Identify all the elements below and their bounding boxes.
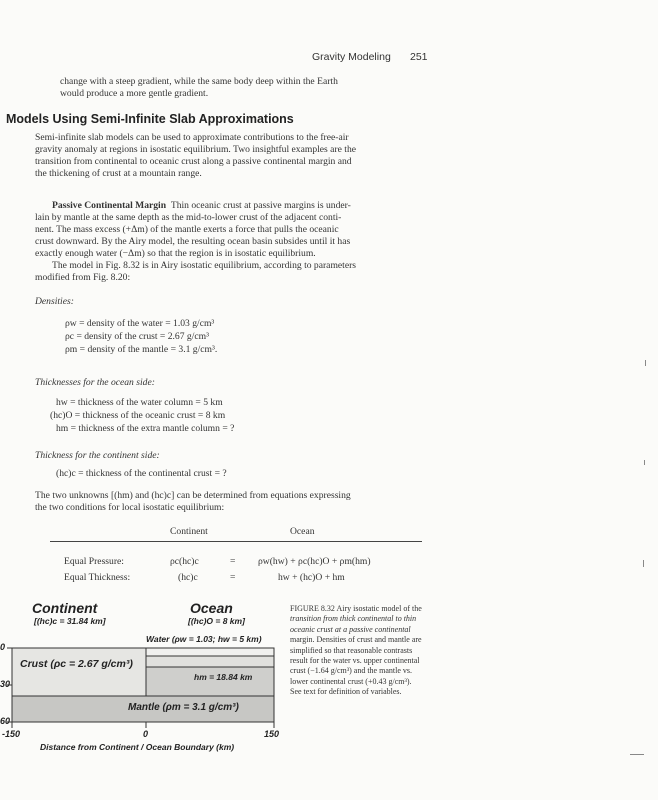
intro-line-2: would produce a more gentle gradient. [60,88,209,99]
x-tick-label: 150 [264,729,280,739]
caption-line: FIGURE 8.32 Airy isostatic model of the [290,604,422,613]
caption-line: See text for definition of variables. [290,687,402,697]
figure-caption [290,604,440,698]
fig-hm-label: hm = 18.84 km [194,672,253,682]
row-continent: ρc(hc)c [170,556,199,567]
caption-line: margin. Densities of crust and mantle are [290,635,422,645]
x-tick-label: 0 [143,729,149,739]
table-rule [50,541,422,542]
col-ocean-header: Ocean [290,526,315,537]
caption-line: crust (−1.64 g/cm³) and the mantle vs. [290,666,412,676]
x-axis-label: Distance from Continent / Ocean Boundary (km) [40,742,235,752]
passive-heading: Passive Continental Margin [52,200,167,211]
caption-line: result for the water vs. upper continental [290,656,420,666]
thickness-ocean-label: Thicknesses for the ocean side: [35,377,155,388]
section-para-line: gravity anomaly at regions in isostatic equilibrium. Two insightful examples are the [35,144,357,155]
density-item: ρc = density of the crust = 2.67 g/cm³ [65,331,209,342]
caption-line: simplified so that reasonable contrasts [290,645,413,655]
row-label: Equal Pressure: [64,556,124,567]
density-item: ρm = density of the mantle = 3.1 g/cm³. [65,344,218,355]
fig-ocean-title: Ocean [190,600,233,616]
row-equals: = [230,556,236,567]
section-para-line: the thickening of crust at a mountain range. [35,168,202,179]
row-continent: (hc)c [178,572,198,583]
thickness-ocean-item: hw = thickness of the water column = 5 km [56,397,223,408]
page-number: 251 [410,51,428,63]
section-para-line: Semi-infinite slab models can be used to approximate contributions to the free-air [35,132,349,143]
figure-diagram [0,598,290,758]
scan-mark [643,560,644,567]
continental-crust [12,648,146,696]
y-tick-label: 60 [0,716,11,726]
model-line: modified from Fig. 8.20: [35,272,131,283]
x-tick-label: -150 [2,729,21,739]
fig-mantle-label: Mantle (ρm = 3.1 g/cm³) [128,702,239,713]
fig-continent-sub: [(hc)c = 31.84 km] [34,616,106,626]
fig-continent-title: Continent [32,600,98,616]
caption-line: transition from thick continental to thin [290,614,417,624]
thickness-continent-item: (hc)c = thickness of the continental crust = ? [56,468,227,479]
densities-label: Densities: [35,296,74,307]
row-label: Equal Thickness: [64,572,131,583]
unknowns-line: The two unknowns [(hm) and (hc)c] can be determined from equations expressing [35,490,351,501]
unknowns-line: the two conditions for local isostatic equilibrium: [35,502,225,513]
intro-line-1: change with a steep gradient, while the same body deep within the Earth [60,76,338,87]
col-continent-header: Continent [170,526,208,537]
passive-line: crust downward. By the Airy model, the resulting ocean basin subsides until it has [35,236,351,247]
thickness-continent-label: Thickness for the continent side: [35,450,160,461]
section-title: Models Using Semi-Infinite Slab Approximations [6,112,294,126]
row-ocean: hw + (hc)O + hm [278,572,345,583]
passive-line: nent. The mass excess (+Δm) of the mantle exerts a force that pulls the oceanic [35,224,339,235]
caption-line: oceanic crust at a passive continental [290,624,411,634]
fig-crust-label: Crust (ρc = 2.67 g/cm³) [20,658,133,670]
scan-mark [645,360,646,366]
fig-ocean-sub: [(hc)O = 8 km] [188,616,245,626]
passive-first-line [52,200,351,212]
scan-mark [644,460,645,465]
row-ocean: ρw(hw) + ρc(hc)O + ρm(hm) [258,556,371,567]
row-equals: = [230,572,236,583]
passive-line: exactly enough water (−Δm) so that the region is in isostatic equilibrium. [35,248,316,259]
oceanic-crust [146,656,274,667]
y-tick-label: 30 [0,679,11,689]
y-tick-label: 0 [0,642,6,652]
fig-water-label: Water (ρw = 1.03; hw = 5 km) [146,634,262,644]
thickness-ocean-item: hm = thickness of the extra mantle column = ? [56,423,235,434]
thickness-ocean-item: (hc)O = thickness of the oceanic crust = 8 km [50,410,226,421]
caption-line: lower continental crust (+0.43 g/cm³). [290,676,412,686]
running-title: Gravity Modeling [312,51,391,63]
scan-mark [630,754,644,755]
equilibrium-table [50,524,422,584]
model-line: The model in Fig. 8.32 is in Airy isostatic equilibrium, according to parameters [52,260,357,271]
section-para-line: transition from continental to oceanic crust along a passive continental margin and [35,156,352,167]
passive-line: lain by mantle at the same depth as the mid-to-lower crust of the adjacent conti- [35,212,342,223]
passive-line-1: Thin oceanic crust at passive margins is under- [170,200,351,211]
water-layer [146,648,274,656]
density-item: ρw = density of the water = 1.03 g/cm³ [65,318,215,329]
